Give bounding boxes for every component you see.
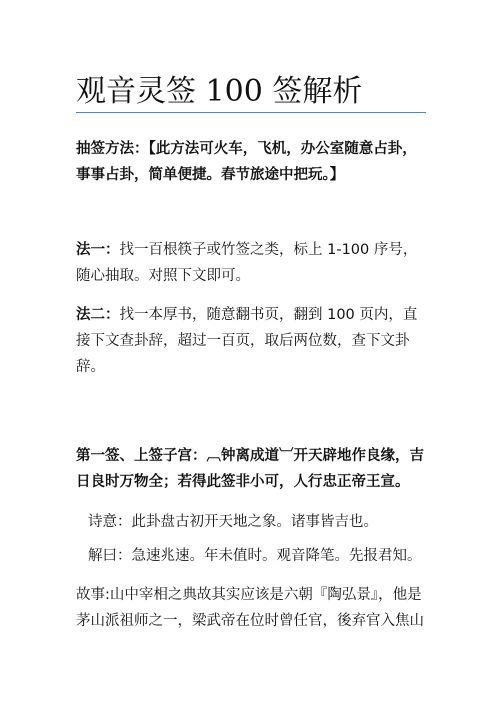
method-one-text: 找一百根筷子或竹签之类，标上 1-100 序号，随心抽取。对照下文即可。 xyxy=(76,242,418,284)
sign-one-heading: 第一签、上签子宫：︹钟离成道︺开天辟地作良缘，吉日良时万物全；若得此签非小可，人行忠正帝王宣。 xyxy=(76,448,424,490)
method-one-label: 法一： xyxy=(76,242,120,258)
sign-one-story: 故事:山中宰相之典故其实应该是六朝『陶弘景』，他是茅山派祖师之一，梁武帝在位时曾任官，後弃官入焦山 xyxy=(76,587,424,629)
method-two-label: 法二： xyxy=(76,307,120,323)
sign-one-explanation: 解曰：急速兆速。年未值时。观音降笔。先报君知。 xyxy=(88,548,422,564)
method-two-text: 找一本厚书，随意翻书页，翻到 100 页内，直接下文查卦辞，超过一百页，取后两位数，查下文卦辞。 xyxy=(76,307,418,375)
document-title: 观音灵签 100 签解析 xyxy=(76,74,363,109)
method-one-paragraph xyxy=(76,237,428,289)
method-two-paragraph xyxy=(76,302,428,380)
method-intro-paragraph: 抽签方法：【此方法可火车，飞机，办公室随意占卦，事事占卦，简单便捷。春节旅途中把玩。】 xyxy=(76,141,417,183)
title-underline xyxy=(76,112,426,113)
sign-one-poem: 诗意：此卦盘古初开天地之象。诸事皆吉也。 xyxy=(88,514,378,530)
